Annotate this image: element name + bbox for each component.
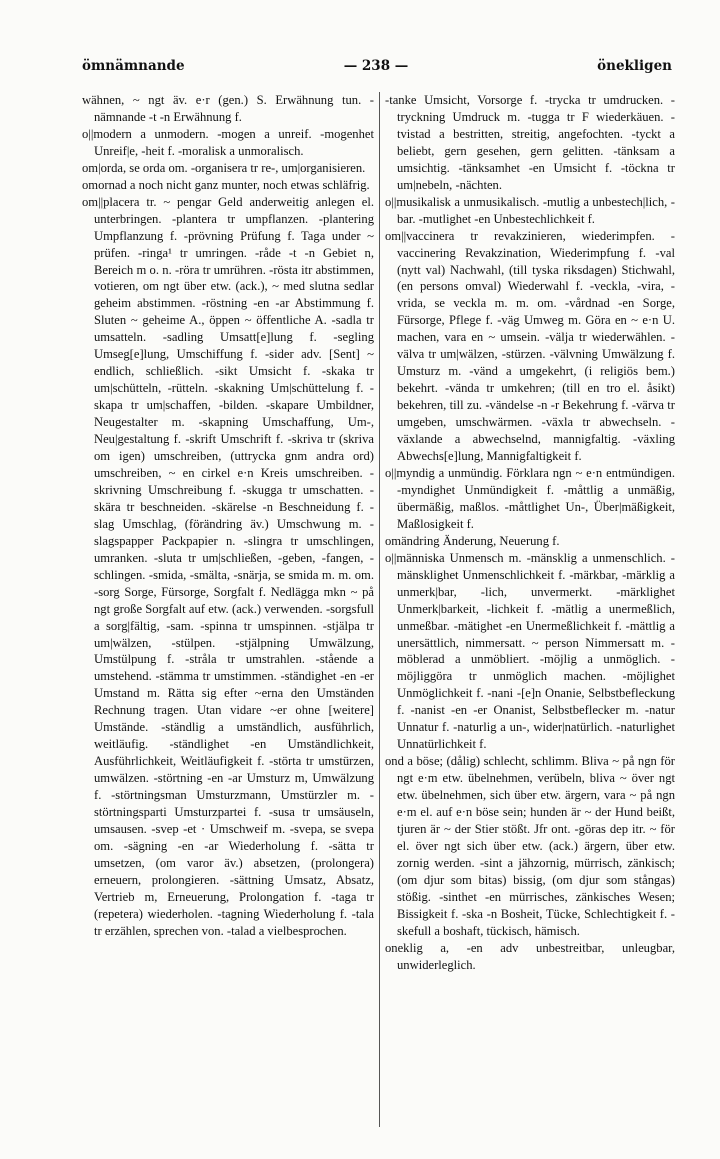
- dictionary-entry: omändring Änderung, Neuerung f.: [385, 533, 560, 548]
- header-left-guide-word: ömnämnande: [82, 58, 185, 74]
- dictionary-entry: om||vaccinera tr revakzinieren, wiederimpfen. -vaccinering Revakzination, Wiederimpfung f. -val (nytt val) Nachwahl, (till tyska riksdagen) Stichwahl, (en persons omval) Wiederwahl f. -veckla, -vira, -vrida, se veckla m. m. om. -vårdnad -en Sorge, Fürsorge, Pflege f. -väg Umweg m. Göra en ~ e·n U. machen, vara en ~ umsein. -välja tr wiederwählen. -välva tr um|wälzen, -stürzen. -välvning Umwälzung f. Umsturz m. -vänd a umgekehrt, (i religiös bem.) bekehrt. -vända tr umkehren; (till en tro el. åsikt) bekehren, till zu. -vändelse -n -r Bekehrung f. -värva tr umgeben, umschwärmen. -växla tr abwechseln. -växlande a abwechselnd, mannigfaltig. -växling Abwechs[e]lung, Mannigfaltigkeit f.: [385, 228, 675, 464]
- dictionary-entry: o||modern a unmodern. -mogen a unreif. -mogenhet Unreif|e, -heit f. -moralisk a unmoralisch.: [82, 126, 374, 158]
- dictionary-entry: omornad a noch nicht ganz munter, noch etwas schläfrig.: [82, 177, 370, 192]
- left-column: [82, 92, 374, 940]
- page-header: [80, 58, 672, 80]
- dictionary-entry: o||myndig a unmündig. Förklara ngn ~ e·n entmündigen. -myndighet Unmündigkeit f. -måttlig a unmäßig, übermäßig, maßlos. -måttlighet Un-, Über|mäßigkeit, Maßlosigkeit f.: [385, 465, 675, 531]
- dictionary-entry: o||musikalisk a unmusikalisch. -mutlig a unbestech|lich, -bar. -mutlighet -en Unbestechlichkeit f.: [385, 194, 675, 226]
- dictionary-entry: o||människa Unmensch m. -mänsklig a unmenschlich. -mänsklighet Unmenschlichkeit f. -märkbar, -märklig a unmerk|bar, -lich, unvermerkt. -märklighet Unmerk|barkeit, -lichkeit f. -mätlig a unermeßlich, unmeßbar. -mätighet -en Unermeßlichkeit f. -mättlig a unersättlich, nimmersatt. ~ person Nimmersatt m. -möblerad a unmöbliert. -möjlig a unmöglich. -möjliggöra tr unmöglich machen. -möjlighet Unmöglichkeit f. -nani -[e]n Onanie, Selbstbefleckung f. -nanist -en -er Onanist, Selbstbeflecker m. -natur Unnatur f. -naturlig a un-, wider|natürlich. -naturlighet Unnatürlichkeit f.: [385, 550, 675, 752]
- dictionary-entry: om|orda, se orda om. -organisera tr re-, um|organisieren.: [82, 160, 366, 175]
- right-column: [385, 92, 675, 974]
- dictionary-entry: oneklig a, -en adv unbestreitbar, unleugbar, unwiderleglich.: [385, 940, 675, 972]
- dictionary-entry: ond a böse; (dålig) schlecht, schlimm. Bliva ~ på ngn för ngt e·m etw. übelnehmen, verübeln, bliva ~ över ngt etw. übelnehmen, sich über etw. ärgern, vara ~ på ngn e·m el. auf e·n böse sein; hunden är ~ der Hund beißt, tjuren är ~ der Stier stößt. Jfr ont. -göras dep itr. ~ för el. över ngt sich über etw. (ack.) ärgern, über etw. zornig werden. -sint a jähzornig, mürrisch, zänkisch; (om djur som bitas) bissig, (om djur som stångas) stößig. -sinthet -en mürrisches, zänkisches Wesen; Bissigkeit f. -ska -n Bosheit, Tücke, Schlechtigkeit f. -skefull a boshaft, tückisch, hämisch.: [385, 754, 675, 938]
- page-number: — 238 —: [343, 58, 409, 74]
- dictionary-entry: om||placera tr. ~ pengar Geld anderweitig anlegen el. unterbringen. -plantera tr umpflanzen. -plantering Umpflanzung f. -prövning Prüfung f. Taga under ~ prüfen. -ringa¹ tr umringen. -råde -t -n Gebiet n, Bereich m o. n. -röra tr umrühren. -rösta itr abstimmen, votieren, om ngt über etw. (ack.), ~ med slutna sedlar geheim abstimmen. -röstning -en -ar Abstimmung f. Sluten ~ geheime A., öppen ~ öffentliche A. -sadla tr umsatteln. -sadling Umsatt[e]lung f. -segling Umseg[e]lung, Umschiffung f. -sider adv. [Sent] ~ endlich, schließlich. -sikt Umsicht f. -skaka tr um|schütteln, -rütteln. -skakning Um|schüttelung f. -skapa tr um|schaffen, -bilden. -skapare Umbildner, Neugestalter m. -skapning Umschaffung, Um-, Neu|gestaltung f. -skrift Umschrift f. -skriva tr (skriva om igen) umschreiben, (uttrycka gnm andra ord) umschreiben, ~ en cirkel e·n Kreis umschreiben. -skrivning Umschreibung f. -skugga tr umschatten. -skära tr beschneiden. -skärelse -n Beschneidung f. -slag Umschlag, (förändring äv.) Umschwung m. -slagspapper Packpapier n. -slingra tr umschlingen, umranken. -sluta tr um|schließen, -geben, -fangen, -schlingen. -smida, -smälta, -snärja, se smida m. m. om. -sorg Sorge, Fürsorge, Sorgfalt f. Nedlägga mkn ~ på ngt große Sorgfalt auf etw. (ack.) verwenden. -sorgsfull a sorg|fältig, -sam. -spinna tr umspinnen. -stjälpa tr um|wälzen, -stülpen. -stjälpning Umwälzung, Umstülpung f. -stråla tr umstrahlen. -stående a umstehend. -stämma tr umstimmen. -ständighet -en -er Umstand m. Rätta sig efter ~erna den Umständen Rechnung tragen. Utan vidare ~er ohne [weitere] Umstände. -ständlig a umständlich, ausführlich, weitläufig. -ständlighet -en Umständlichkeit, Ausführlichkeit, Weitläufigkeit f. -störta tr umstürzen, umwälzen. -störtning -en -ar Umsturz m, Umwälzung f. -störtningsman Umsturzmann, Umstürzler m. -störtningsparti Umsturzpartei f. -susa tr umsäuseln, umsausen. -svep -et · Umschweif m. -svepa, se svepa om. -sägning -en -ar Wiederholung f. -sätta tr umsetzen, (om varor äv.) absetzen, (prolongera) erneuern, prolongieren. -sättning Umsatz, Absatz, Vertrieb m, Erneuerung, Prolongation f. -taga tr (repetera) wiederholen. -tagning Wiederholung f. -tala tr erzählen, sprechen von. -talad a vielbesprochen.: [82, 194, 374, 938]
- header-right-guide-word: önekligen: [597, 58, 672, 74]
- dictionary-entry: -tanke Umsicht, Vorsorge f. -trycka tr umdrucken. -tryckning Umdruck m. -tugga tr F wiederkäuen. -tvistad a bestritten, streitig, angefochten. -tyckt a beliebt, gern gesehen, gern gelitten. -tänksam a umsichtig. -tänksamhet -en Umsicht f. -töckna tr um|nebeln, -nächten.: [385, 93, 675, 192]
- dictionary-entry: wähnen, ~ ngt äv. e·r (gen.) S. Erwähnung tun. -nämnande -t -n Erwähnung f.: [82, 93, 374, 124]
- column-divider: [379, 92, 380, 1127]
